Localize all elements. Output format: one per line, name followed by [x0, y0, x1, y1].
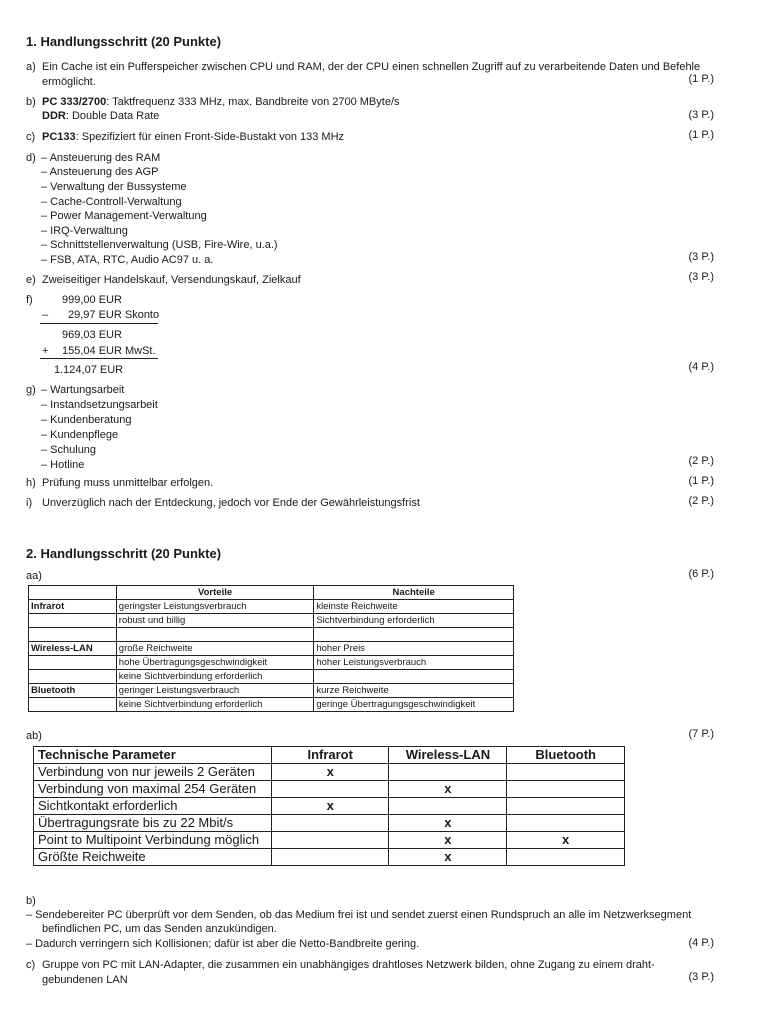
item-b-term1: PC 333/2700: [42, 96, 107, 108]
advantages-row-label: Infrarot: [29, 600, 117, 614]
parameters-mark-infrared: x: [271, 764, 389, 781]
parameters-table: [33, 746, 625, 866]
table-row: [29, 614, 514, 628]
item-d-entry-8: – FSB, ATA, RTC, Audio AC97 u. a.: [41, 254, 214, 266]
item-a-points: (1 P.): [688, 73, 714, 85]
item-ab-label: ab): [26, 730, 42, 742]
parameters-row-label: Point to Multipoint Verbindung möglich: [34, 832, 272, 849]
item-b-term2: DDR: [42, 110, 66, 122]
parameters-mark-infrared: [271, 815, 389, 832]
item-b-points: (3 P.): [688, 109, 714, 121]
item-f-value-1: 999,00 EUR: [62, 294, 122, 306]
parameters-mark-wlan: [389, 798, 507, 815]
table-row: [34, 832, 625, 849]
item-d-entry-2: – Ansteuerung des AGP: [41, 166, 159, 178]
parameters-mark-bluetooth: [507, 764, 625, 781]
parameters-mark-bluetooth: [507, 781, 625, 798]
item-f-label: f): [26, 294, 33, 306]
advantages-cell-con: kleinste Reichweite: [314, 600, 514, 614]
table-row: [29, 684, 514, 698]
item-b-label: b): [26, 96, 36, 108]
parameters-row-label: Sichtkontakt erforderlich: [34, 798, 272, 815]
item-f-value-4: 155,04 EUR MwSt.: [62, 345, 156, 357]
table-row: [34, 815, 625, 832]
table-row: [34, 798, 625, 815]
s2-item-c-label: c): [26, 959, 36, 971]
item-g-entry-2: – Instandsetzungsarbeit: [41, 399, 158, 411]
s2-item-b-line2: befindlichen PC, um das Senden anzukündigen.: [42, 923, 277, 935]
parameters-header-bluetooth: Bluetooth: [507, 747, 625, 764]
parameters-mark-wlan: x: [389, 781, 507, 798]
s2-item-b-points: (4 P.): [688, 937, 714, 949]
parameters-mark-bluetooth: x: [507, 832, 625, 849]
item-h-text: Prüfung muss unmittelbar erfolgen.: [42, 477, 214, 489]
item-d-label: d): [26, 152, 36, 164]
parameters-mark-wlan: x: [389, 832, 507, 849]
item-h-points: (1 P.): [688, 475, 714, 487]
item-f-rule-2: [40, 358, 158, 359]
item-g-entry-3: – Kundenberatung: [41, 414, 132, 426]
parameters-mark-infrared: [271, 832, 389, 849]
item-b-text1: : Taktfrequenz 333 MHz, max. Bandbreite von 2700 MByte/s: [106, 96, 400, 108]
section-2-title: 2. Handlungsschritt (20 Punkte): [26, 546, 222, 561]
advantages-cell-pro: geringster Leistungsverbrauch: [116, 600, 314, 614]
item-b-line1: [42, 95, 400, 109]
table-row: [29, 600, 514, 614]
parameters-mark-wlan: x: [389, 815, 507, 832]
item-a-line1: Ein Cache ist ein Pufferspeicher zwischen CPU und RAM, der der CPU einen schnellen Zugriff auf zu verarbeitende Daten und Befehle: [42, 61, 701, 73]
advantages-cell-pro: geringer Leistungsverbrauch: [116, 684, 314, 698]
advantages-cell-con: [314, 628, 514, 642]
table-row: [34, 781, 625, 798]
item-h-label: h): [26, 477, 36, 489]
item-d-entry-3: – Verwaltung der Bussysteme: [41, 181, 187, 193]
parameters-row-label: Verbindung von maximal 254 Geräten: [34, 781, 272, 798]
item-d-entry-6: – IRQ-Verwaltung: [41, 225, 128, 237]
item-ab-points: (7 P.): [688, 728, 714, 740]
parameters-table-header: [34, 747, 625, 764]
item-d-points: (3 P.): [688, 251, 714, 263]
advantages-cell-con: geringe Übertragungsgeschwindigkeit: [314, 698, 514, 712]
advantages-table-header: [29, 586, 514, 600]
advantages-cell-pro: keine Sichtverbindung erforderlich: [116, 670, 314, 684]
advantages-cell-pro: große Reichweite: [116, 642, 314, 656]
parameters-mark-wlan: x: [389, 849, 507, 866]
table-row: [29, 698, 514, 712]
advantages-cell-con: Sichtverbindung erforderlich: [314, 614, 514, 628]
advantages-cell-con: hoher Preis: [314, 642, 514, 656]
advantages-cell-pro: hohe Übertragungsgeschwindigkeit: [116, 656, 314, 670]
table-row: [29, 656, 514, 670]
item-f-value-3: 969,03 EUR: [62, 329, 122, 341]
advantages-row-label: [29, 670, 117, 684]
advantages-row-label: Bluetooth: [29, 684, 117, 698]
parameters-mark-bluetooth: [507, 798, 625, 815]
parameters-row-label: Übertragungsrate bis zu 22 Mbit/s: [34, 815, 272, 832]
advantages-row-label: [29, 614, 117, 628]
item-a-label: a): [26, 61, 36, 73]
item-f-value-2: 29,97 EUR Skonto: [68, 309, 160, 321]
item-g-entry-6: – Hotline: [41, 459, 85, 471]
item-f-points: (4 P.): [688, 361, 714, 373]
section-1-title: 1. Handlungsschritt (20 Punkte): [26, 34, 222, 49]
advantages-table: [28, 585, 514, 712]
table-row: [29, 628, 514, 642]
s2-item-c-line1: Gruppe von PC mit LAN-Adapter, die zusammen ein unabhängiges drahtloses Netzwerk bilden, ohne Zugang zu einem draht-: [42, 959, 655, 971]
item-aa-label: aa): [26, 570, 42, 582]
item-a-line2: ermöglicht.: [42, 76, 96, 88]
advantages-row-label: [29, 656, 117, 670]
advantages-header-pros: Vorteile: [116, 586, 314, 600]
parameters-header-infrared: Infrarot: [271, 747, 389, 764]
item-c-label: c): [26, 131, 36, 143]
item-i-text: Unverzüglich nach der Entdeckung, jedoch vor Ende der Gewährleistungsfrist: [42, 497, 420, 509]
item-d-entry-1: – Ansteuerung des RAM: [41, 152, 161, 164]
advantages-row-label: [29, 628, 117, 642]
item-f-op-plus: +: [42, 345, 49, 357]
item-aa-points: (6 P.): [688, 568, 714, 580]
item-g-label: g): [26, 384, 36, 396]
item-g-entry-1: – Wartungsarbeit: [41, 384, 125, 396]
parameters-header-name: Technische Parameter: [34, 747, 272, 764]
advantages-cell-pro: robust und billig: [116, 614, 314, 628]
item-f-rule-1: [40, 323, 158, 324]
item-b-text2: : Double Data Rate: [65, 110, 160, 122]
item-e-points: (3 P.): [688, 271, 714, 283]
advantages-cell-con: kurze Reichweite: [314, 684, 514, 698]
s2-item-b-line1: – Sendebereiter PC überprüft vor dem Senden, ob das Medium frei ist und sendet zuerst einen Rundspruch an alle im Netzwerksegment: [26, 909, 692, 921]
item-g-entry-5: – Schulung: [41, 444, 97, 456]
advantages-row-label: Wireless-LAN: [29, 642, 117, 656]
parameters-header-wlan: Wireless-LAN: [389, 747, 507, 764]
item-c-line: [42, 130, 344, 144]
s2-item-c-line2: gebundenen LAN: [42, 974, 128, 986]
table-row: [29, 670, 514, 684]
parameters-mark-wlan: [389, 764, 507, 781]
advantages-cell-pro: keine Sichtverbindung erforderlich: [116, 698, 314, 712]
item-d-entry-5: – Power Management-Verwaltung: [41, 210, 207, 222]
parameters-mark-infrared: x: [271, 798, 389, 815]
item-g-points: (2 P.): [688, 455, 714, 467]
advantages-cell-con: [314, 670, 514, 684]
parameters-row-label: Verbindung von nur jeweils 2 Geräten: [34, 764, 272, 781]
advantages-header-cons: Nachteile: [314, 586, 514, 600]
item-g-entry-4: – Kundenpflege: [41, 429, 119, 441]
table-row: [34, 849, 625, 866]
item-e-text: Zweiseitiger Handelskauf, Versendungskauf, Zielkauf: [42, 274, 301, 286]
item-d-entry-4: – Cache-Controll-Verwaltung: [41, 196, 182, 208]
s2-item-b-label: b): [26, 895, 36, 907]
parameters-mark-bluetooth: [507, 815, 625, 832]
item-i-points: (2 P.): [688, 495, 714, 507]
table-row: [34, 764, 625, 781]
parameters-mark-infrared: [271, 781, 389, 798]
table-row: [29, 642, 514, 656]
item-b-line2: [42, 109, 159, 123]
parameters-mark-bluetooth: [507, 849, 625, 866]
advantages-header-empty: [29, 586, 117, 600]
advantages-row-label: [29, 698, 117, 712]
item-c-term: PC133: [42, 131, 76, 143]
item-d-entry-7: – Schnittstellenverwaltung (USB, Fire-Wire, u.a.): [41, 239, 278, 251]
item-f-value-5: 1.124,07 EUR: [54, 364, 124, 376]
item-c-text: : Spezifiziert für einen Front-Side-Bustakt von 133 MHz: [75, 131, 345, 143]
advantages-cell-pro: [116, 628, 314, 642]
s2-item-b-line3: – Dadurch verringern sich Kollisionen; dafür ist aber die Netto-Bandbreite gering.: [26, 938, 420, 950]
item-f-op-minus: –: [42, 309, 49, 321]
advantages-cell-con: hoher Leistungsverbrauch: [314, 656, 514, 670]
item-c-points: (1 P.): [688, 129, 714, 141]
item-i-label: i): [26, 497, 33, 509]
parameters-mark-infrared: [271, 849, 389, 866]
parameters-row-label: Größte Reichweite: [34, 849, 272, 866]
item-e-label: e): [26, 274, 36, 286]
s2-item-c-points: (3 P.): [688, 971, 714, 983]
